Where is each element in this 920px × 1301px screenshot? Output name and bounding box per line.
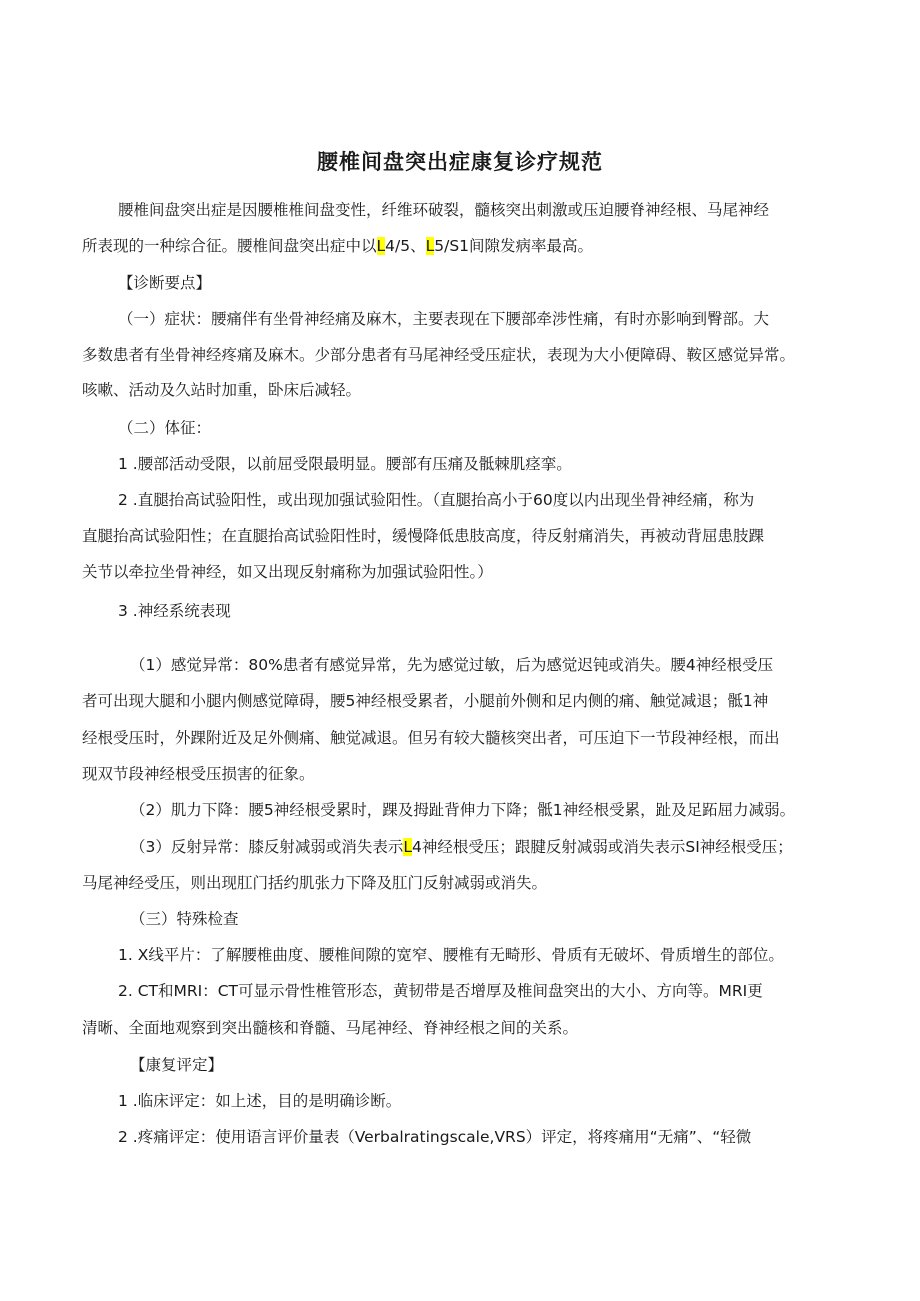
reflex-line-1 xyxy=(130,837,793,857)
page-title: 腰椎间盘突出症康复诊疗规范 xyxy=(317,150,603,174)
sensory-line-4: 现双节段神经根受压损害的征象。 xyxy=(82,765,315,783)
highlight-l-2: L xyxy=(425,237,435,255)
signs-heading: （二）体征： xyxy=(118,419,212,437)
sign-2-line-3: 关节以牵拉坐骨神经，如又出现反射痛称为加强试验阳性。） xyxy=(82,563,493,581)
intro-text-c: 5/S1间隙发病率最高。 xyxy=(434,237,594,255)
sensory-line-2: 者可出现大腿和小腿内侧感觉障碍，腰5神经根受累者，小腿前外侧和足内侧的痛、触觉减退；骶1神 xyxy=(82,692,769,710)
sensory-line-1: （1）感觉异常：80%患者有感觉异常，先为感觉过敏，后为感觉迟钝或消失。腰4神经根受压 xyxy=(130,656,774,674)
symptoms-line-1: （一）症状：腰痛伴有坐骨神经痛及麻木，主要表现在下腰部牵涉性痛，有时亦影响到臀部。大 xyxy=(118,310,770,328)
rehab-item-2: 2 .疼痛评定：使用语言评价量表（Verbalratingscale,VRS）评定，将疼痛用“无痛”、“轻微 xyxy=(118,1128,752,1146)
reflex-text-a: （3）反射异常：膝反射减弱或消失表示 xyxy=(130,838,404,856)
intro-text-a: 所表现的一种综合征。腰椎间盘突出症中以 xyxy=(82,237,377,255)
symptoms-line-2: 多数患者有坐骨神经疼痛及麻木。少部分患者有马尾神经受压症状，表现为大小便障碍、鞍区感觉异常。 xyxy=(82,346,796,364)
reflex-line-2: 马尾神经受压，则出现肛门括约肌张力下降及肛门反射减弱或消失。 xyxy=(82,874,548,892)
rehab-heading: 【康复评定】 xyxy=(130,1056,224,1074)
reflex-text-b: 4神经根受压；跟腱反射减弱或消失表示SI神经根受压； xyxy=(412,838,793,856)
rehab-item-1: 1 .临床评定：如上述，目的是明确诊断。 xyxy=(118,1092,402,1110)
sign-2-line-1: 2 .直腿抬高试验阳性，或出现加强试验阳性。（直腿抬高小于60度以内出现坐骨神经痛，称为 xyxy=(118,491,755,509)
motor-line: （2）肌力下降：腰5神经根受累时，踝及拇趾背伸力下降；骶1神经根受累，趾及足跖屈力减弱。 xyxy=(130,801,796,819)
ctmri-line-1: 2. CT和MRI：CT可显示骨性椎管形态，黄韧带是否增厚及椎间盘突出的大小、方向等。MRI更 xyxy=(118,982,763,1000)
sign-3: 3 .神经系统表现 xyxy=(118,602,231,620)
ctmri-line-2: 清晰、全面地观察到突出髓核和脊髓、马尾神经、脊神经根之间的关系。 xyxy=(82,1019,579,1037)
xray-line: 1. X线平片：了解腰椎曲度、腰椎间隙的宽窄、腰椎有无畸形、骨质有无破坏、骨质增生的部位。 xyxy=(118,946,784,964)
intro-line-2 xyxy=(82,236,593,256)
diagnosis-heading: 【诊断要点】 xyxy=(118,274,212,292)
intro-text-b: 4/5、 xyxy=(385,237,426,255)
sign-1: 1 .腰部活动受限，以前屈受限最明显。腰部有压痛及骶棘肌痉挛。 xyxy=(118,455,572,473)
symptoms-line-3: 咳嗽、活动及久站时加重，卧床后减轻。 xyxy=(82,381,362,399)
sensory-line-3: 经根受压时，外踝附近及足外侧痛、触觉减退。但另有较大髓核突出者，可压迫下一节段神经根，而出 xyxy=(82,729,780,747)
intro-line-1: 腰椎间盘突出症是因腰椎椎间盘变性，纤维环破裂，髓核突出刺激或压迫腰脊神经根、马尾神经 xyxy=(118,201,770,219)
highlight-l-1: L xyxy=(376,237,386,255)
special-exam-heading: （三）特殊检查 xyxy=(130,910,239,928)
highlight-l-3: L xyxy=(403,838,413,856)
sign-2-line-2: 直腿抬高试验阳性；在直腿抬高试验阳性时，缓慢降低患肢高度，待反射痛消失，再被动背屈患肢踝 xyxy=(82,527,765,545)
